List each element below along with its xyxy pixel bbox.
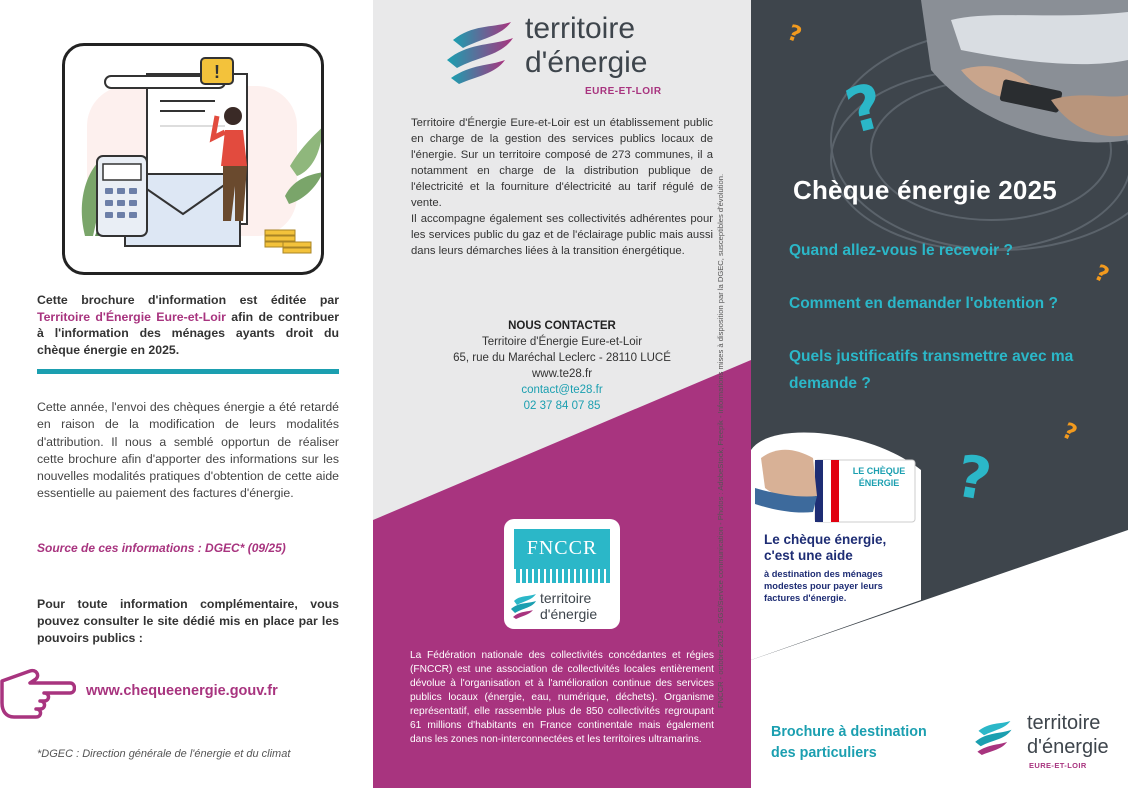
intro-part1: Cette brochure d'information est éditée par (37, 293, 339, 307)
audience-line2: des particuliers (771, 745, 877, 761)
intro-org-name: Territoire d'Énergie Eure-et-Loir (37, 309, 226, 324)
chequeenergie-site-link[interactable]: www.chequeenergie.gouv.fr (86, 683, 278, 699)
audience-line1: Brochure à destination (771, 724, 927, 740)
fnccr-logo-mark (514, 529, 610, 583)
dgec-footnote: *DGEC : Direction générale de l'énergie et du climat (37, 748, 291, 760)
question-mark-icon-large: ? (951, 441, 997, 515)
contact-phone[interactable]: 02 37 84 07 85 (523, 400, 601, 412)
territoire-energie-logo-footer (973, 712, 1123, 772)
middle-panel (373, 0, 751, 788)
aid-heading-line1: Le chèque énergie, (764, 532, 887, 547)
pointing-hand-icon (0, 663, 76, 725)
fnccr-stripes (514, 569, 610, 583)
vertical-credit-text: FNCCR - octobre 2025 - SGS/Service communication - Photos : AdobeStock, Freepik - Informations mises à disposition par la DGEC, susceptibles d'évolution. (716, 173, 725, 708)
question-mark-icon-large: ? (838, 68, 892, 149)
cover-panel (751, 0, 1128, 788)
mail-illustration (62, 43, 324, 275)
context-paragraph: Cette année, l'envoi des chèques énergie a été retardé en raison de la modification de leurs modalités d'attribution. Il nous a semblé opportun de réaliser cette brochure afin d'apporter des informations sur les nouvelles modalités pratiques d'obtention de cette aide essentielle au paiement des factures d'énergie. (37, 400, 339, 501)
fnccr-logo-line2: d'énergie (540, 606, 598, 622)
fnccr-acronym: FNCCR (526, 537, 598, 559)
fnccr-wave-icon (510, 593, 538, 619)
illustration-graphic (65, 46, 324, 275)
more-info-paragraph: Pour toute information complémentaire, vous pouvez consulter le site dédié mis en place par les pouvoirs publics : (37, 597, 339, 645)
aid-heading-line2: c'est une aide (764, 548, 853, 563)
contact-address: 65, rue du Maréchal Leclerc - 28110 LUCÉ (453, 352, 671, 364)
logo-line1: territoire (525, 12, 636, 45)
territoire-energie-logo (443, 10, 663, 100)
cheque-card-label-line2: ÉNERGIE (858, 478, 900, 488)
question-mark-icon: ? (1058, 418, 1081, 447)
logo-wave-icon (973, 716, 1017, 760)
aid-heading (764, 532, 886, 564)
intro-part2: afin de contribuer à l'information des ménages ayants droit du chèque énergie en 2025. (37, 309, 339, 357)
divider-bar (37, 369, 339, 374)
footer-logo-subtitle: EURE-ET-LOIR (1029, 761, 1087, 770)
question-request: Comment en demander l'obtention ? (789, 295, 1058, 312)
fnccr-description: La Fédération nationale des collectivités concédantes et régies (FNCCR) est une association de collectivités locales entièrement dévolue à l'organisation et à l'amélioration continue des services publics locaux (énergie, eau, numérique, déchets). Organisme représentatif, elle rassemble plus de 850 collectivités regroupant 61 millions d'habitants en France continentale mais également dans les zones non-interconnectées et les territoires ultramarins. (410, 650, 714, 745)
footer-logo-line1: territoire (1027, 712, 1101, 734)
question-receive: Quand allez-vous le recevoir ? (789, 242, 1013, 259)
source-note: Source de ces informations : DGEC* (09/25) (37, 541, 286, 555)
contact-website[interactable]: www.te28.fr (531, 368, 593, 380)
logo-subtitle: EURE-ET-LOIR (585, 86, 662, 97)
te28-description (411, 115, 713, 259)
question-mark-icon: ? (784, 20, 805, 49)
contact-block (433, 318, 691, 414)
contact-heading: NOUS CONTACTER (508, 320, 616, 332)
contact-name: Territoire d'Énergie Eure-et-Loir (481, 336, 643, 348)
svg-text:!: ! (214, 62, 220, 82)
fnccr-logo-line1: territoire (540, 590, 592, 606)
cheque-card-image (755, 438, 921, 528)
target-audience (771, 722, 927, 764)
te28-description-p2: Il accompagne également ses collectivités adhérentes pour les services public du gaz et de l'éclairage public mais aussi dans leurs démarches liées à la transition énergétique. (411, 213, 713, 257)
left-panel (0, 0, 373, 788)
cheque-card-label-line1: LE CHÈQUE (852, 466, 906, 476)
logo-line2: d'énergie (525, 46, 648, 79)
te28-description-p1: Territoire d'Énergie Eure-et-Loir est un établissement public en charge de la gestion des services publics locaux de l'énergie. Sur un territoire composé de 273 communes, il a notamment en charge de la distribution publique de l'électricité et la fourniture d'électricité au tarif régulé de vente. (411, 117, 713, 209)
logo-wave-icon (443, 18, 523, 88)
footer-logo-line2: d'énergie (1027, 736, 1109, 758)
fnccr-logo (504, 519, 620, 629)
question-documents: Quels justificatifs transmettre avec ma demande ? (789, 348, 1074, 392)
question-mark-icon: ? (1090, 260, 1113, 289)
aid-description: à destination des ménages modestes pour payer leurs factures d'énergie. (764, 569, 883, 603)
brochure-title: Chèque énergie 2025 (793, 175, 1057, 205)
intro-paragraph (37, 292, 339, 358)
contact-email[interactable]: contact@te28.fr (521, 384, 603, 396)
